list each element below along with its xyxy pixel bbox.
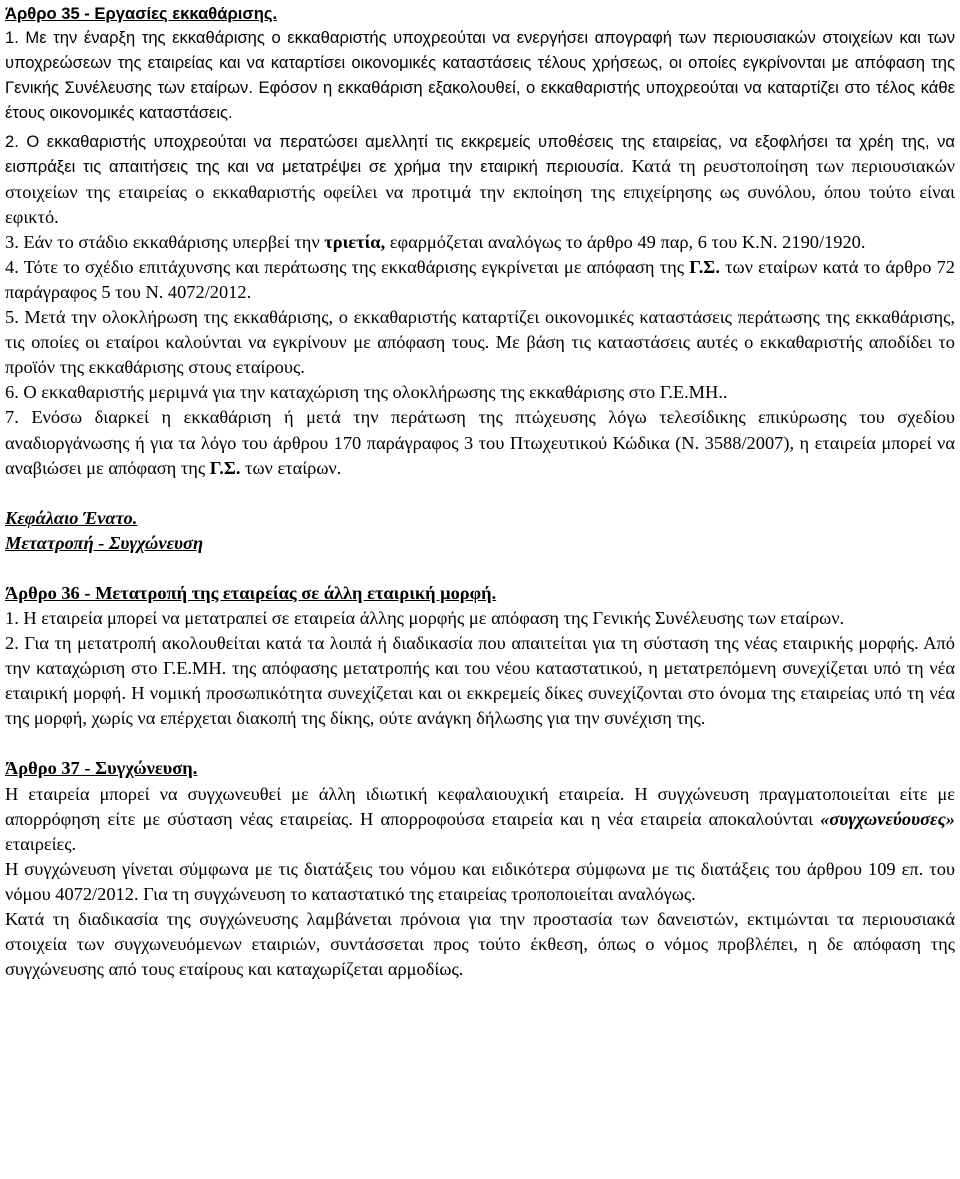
article-35-title: Άρθρο 35 - Εργασίες εκκαθάρισης.: [5, 4, 278, 23]
article-36-paragraph-2: 2. Για τη μετατροπή ακολουθείται κατά τα λοιπά ή διαδικασία που απαιτείται για τη σύσταση της νέας εταιρικής μορφής. Από την καταχώριση στο Γ.Ε.ΜΗ. της απόφασης μετατροπής και του νέου καταστατικού, η μετατρεπόμενη συνεχίζεται υπό τη νέα εταιρική μορφή. Η νομική προσωπικότητα συνεχίζεται και οι εκκρεμείς δίκες συνεχίζονται στο όνομα της εταιρείας υπό τη νέα της μορφή, χωρίς να επέρχεται διακοπή της δίκης, ούτε ανάγκη δήλωσης για την συνέχιση της.: [5, 633, 955, 729]
p4-text-a: 4. Τότε το σχέδιο επιτάχυνσης και περάτωσης της εκκαθάρισης εγκρίνεται με απόφαση της: [5, 256, 690, 277]
article-35-paragraph-5: 5. Μετά την ολοκλήρωση της εκκαθάρισης, ο εκκαθαριστής καταρτίζει οικονομικές καταστάσεις περάτωσης της εκκαθάρισης, τις οποίες οι εταίροι καλούνται να εγκρίνουν με απόφαση τους. Με βάση τις καταστάσεις αυτές ο εκκαθαριστής αποδίδει το προϊόν της εκκαθάρισης στους εταίρους.: [5, 307, 955, 378]
p4-bold: Γ.Σ.: [689, 256, 720, 277]
p7-bold: Γ.Σ.: [209, 457, 241, 478]
article-37-paragraph-1: [5, 782, 955, 857]
article-35-paragraph-1: 1. Με την έναρξη της εκκαθάρισης ο εκκαθαριστής υποχρεούται να ενεργήσει απογραφή των περιουσιακών στοιχείων και των υποχρεώσεων της εταιρείας και να καταρτίσει οικονομικές καταστάσεις τέλους χρήσεως, οι οποίες εγκρίνονται με απόφαση της Γενικής Συνέλευσης των εταίρων. Εφόσον η εκκαθάριση εξακολουθεί, ο εκκαθαριστής υποχρεούται να καταρτίζει στο τέλος κάθε έτους οικονομικές καταστάσεις.: [5, 28, 955, 123]
a37-p1-text-b: εταιρείες.: [5, 833, 77, 854]
spacer: [5, 731, 955, 756]
chapter-title: [5, 506, 955, 531]
article-37-paragraph-2: Η συγχώνευση γίνεται σύμφωνα με τις διατάξεις του νόμου και ειδικότερα σύμφωνα με τις διατάξεις του άρθρου 109 επ. του νόμου 4072/2012. Για τη συγχώνευση το καταστατικό της εταιρείας τροποποιείται αναλόγως.: [5, 858, 955, 904]
p7-text-a: 7. Ενόσω διαρκεί η εκκαθάριση ή μετά την περάτωση της πτώχευσης λόγω τελεσίδικης επικύρωσης του σχεδίου αναδιοργάνωσης ή για τα λόγο του άρθρου 170 παράγραφος 3 του Πτωχευτικού Κώδικα (Ν. 3588/2007), η εταιρεία μπορεί να αναβιώσει με απόφαση της: [5, 407, 955, 478]
p4-text-b: των εταίρων κατά το άρθρο 72 παράγραφος 5 του Ν. 4072/2012.: [5, 256, 955, 302]
p3-bold: τριετία,: [324, 231, 386, 252]
p3-text-a: 3. Εάν το στάδιο εκκαθάρισης υπερβεί την: [5, 231, 325, 252]
article-35-paragraph-6: 6. Ο εκκαθαριστής μεριμνά για την καταχώριση της ολοκλήρωσης της εκκαθάρισης στο Γ.Ε.ΜΗ..: [5, 382, 728, 403]
a37-p1-text-a: Η εταιρεία μπορεί να συγχωνευθεί με άλλη ιδιωτική κεφαλαιουχική εταιρεία. Η συγχώνευση πραγματοποιείται είτε με απορρόφηση είτε με σύσταση νέας εταιρείας. Η απορροφούσα εταιρεία και η νέα εταιρεία αποκαλούνται: [5, 783, 955, 829]
p7-text-b: των εταίρων.: [240, 457, 342, 478]
p3-text-b: εφαρμόζεται αναλόγως το άρθρο 49 παρ, 6 του Κ.Ν. 2190/1920.: [385, 231, 866, 252]
chapter-subtitle-text: Μετατροπή - Συγχώνευση: [5, 532, 204, 553]
article-35-paragraph-2-cont: Κατά τη ρευστοποίηση των περιουσιακών στοιχείων της εταιρείας ο εκκαθαριστής οφείλει να προτιμά την εκποίηση της επιχείρησης ως συνόλου, όπου τούτο είναι εφικτό.: [5, 156, 955, 227]
article-35-paragraph-7: [5, 405, 955, 480]
article-37-title: [5, 756, 955, 781]
article-35-paragraph-3: [5, 230, 955, 255]
article-36-title: [5, 581, 955, 606]
article-36-paragraph-1: 1. Η εταιρεία μπορεί να μετατραπεί σε εταιρεία άλλης μορφής με απόφαση της Γενικής Συνέλευσης των εταίρων.: [5, 607, 845, 628]
a37-p1-italic: «συγχωνεύουσες»: [820, 808, 955, 829]
article-35-paragraph-2: [5, 129, 955, 229]
article-36-title-text: Άρθρο 36 - Μετατροπή της εταιρείας σε άλλη εταιρική μορφή.: [5, 582, 497, 603]
chapter-title-text: Κεφάλαιο Ένατο.: [5, 507, 138, 528]
article-37-paragraph-3: Κατά τη διαδικασία της συγχώνευσης λαμβάνεται πρόνοια για την προστασία των δανειστών, εκτιμώνται τα περιουσιακά στοιχεία των συγχωνευόμενων εταιριών, συντάσσεται προς τούτο έκθεση, όπως ο νόμος προβλέπει, η δε απόφαση της συγχώνευσης από τους εταίρους και καταχωρίζεται αρμοδίως.: [5, 909, 955, 980]
spacer: [5, 481, 955, 506]
article-37-title-text: Άρθρο 37 - Συγχώνευση.: [5, 758, 198, 779]
chapter-subtitle: [5, 531, 955, 556]
spacer: [5, 556, 955, 581]
article-35-paragraph-2-text: 2. Ο εκκαθαριστής υποχρεούται να περατώσει αμελλητί τις εκκρεμείς υποθέσεις της εταιρείας, να εξοφλήσει τα χρέη της, να εισπράξει τις απαιτήσεις της και να μετατρέψει σε χρήμα την εταιρική περιουσία.: [5, 132, 955, 177]
article-35-paragraph-4: [5, 255, 955, 305]
